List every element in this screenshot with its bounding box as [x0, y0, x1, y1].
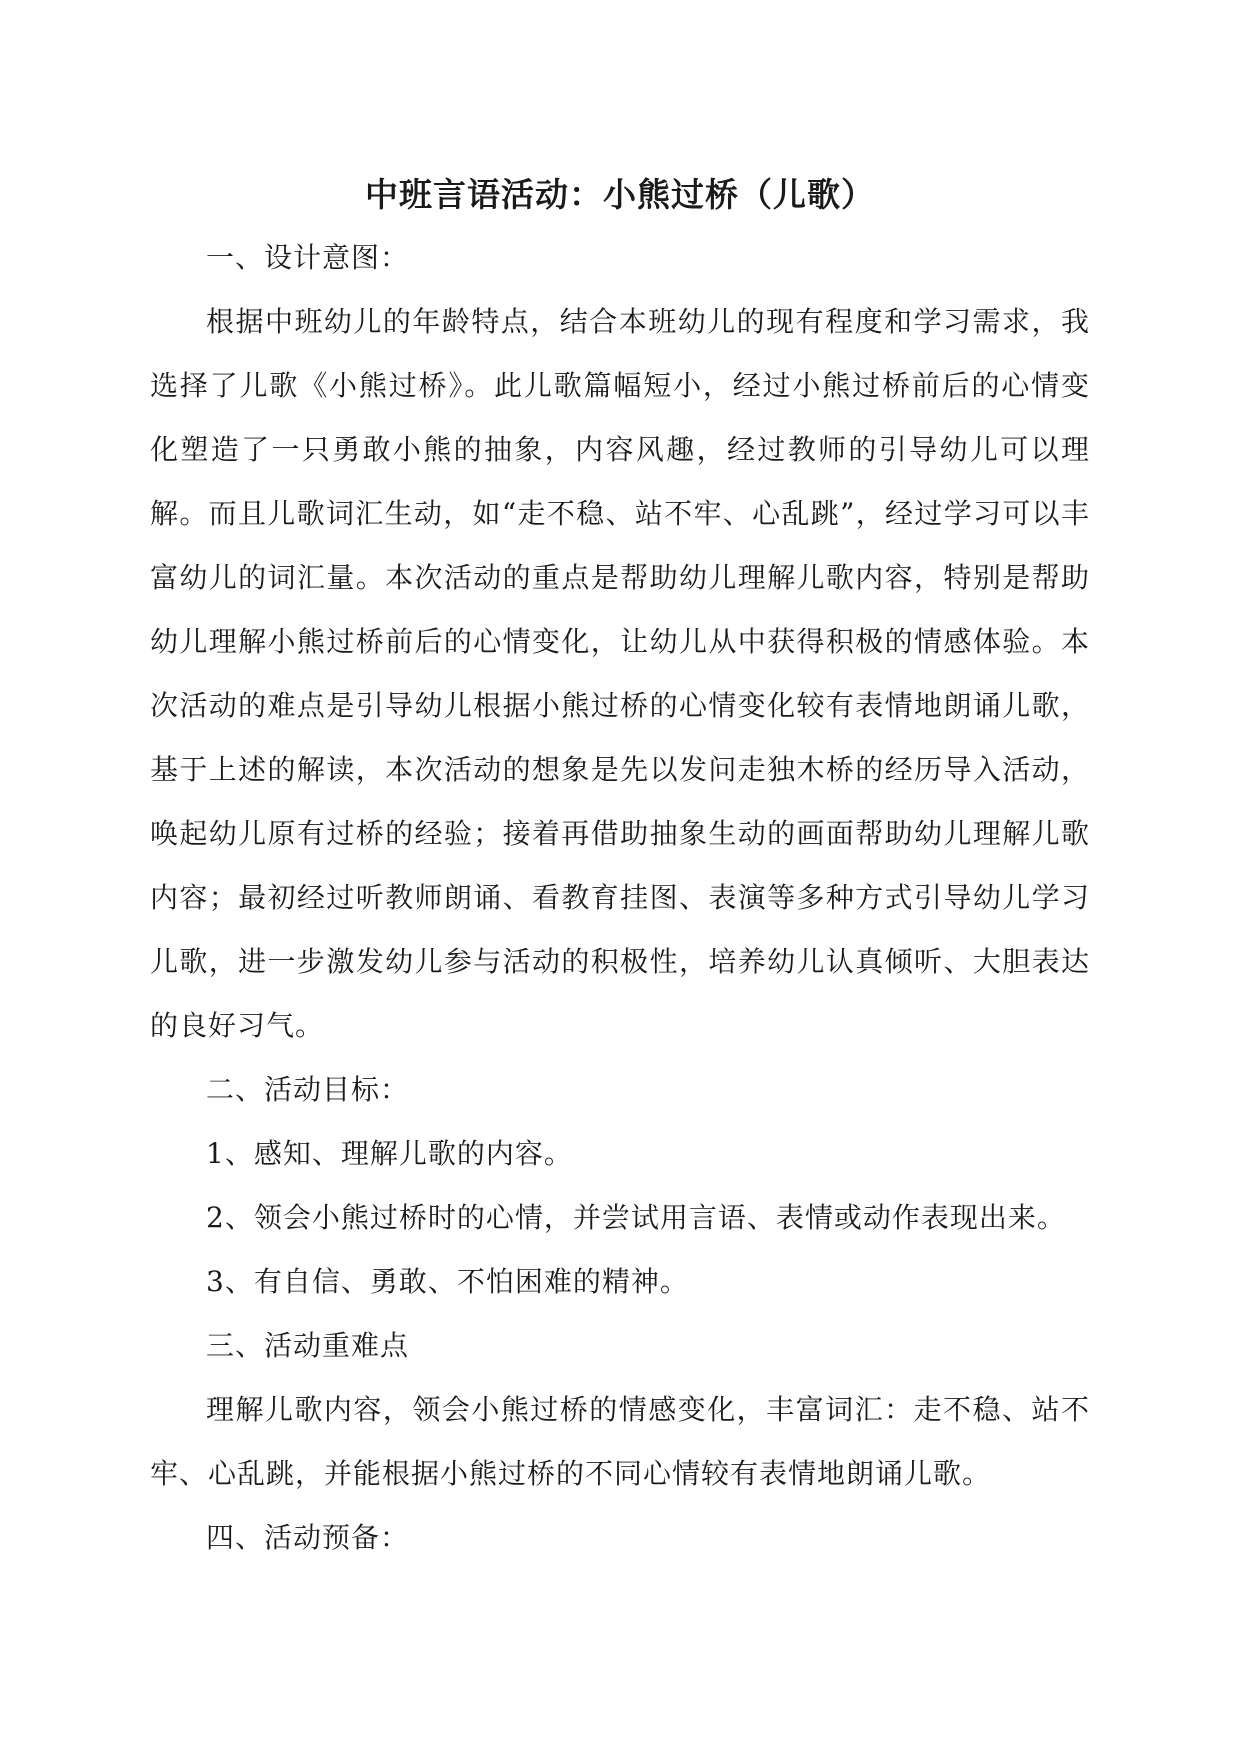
section-heading-key-points: 三、活动重难点 — [206, 1329, 410, 1362]
section-heading-goals: 二、活动目标： — [206, 1073, 410, 1106]
document-title: 中班言语活动：小熊过桥（儿歌） — [365, 175, 875, 214]
goal-item: 2、领会小熊过桥时的心情，并尝试用言语、表情或动作表现出来。 — [206, 1201, 1066, 1234]
section-body-key-points: 理解儿歌内容，领会小熊过桥的情感变化，丰富词汇：走不稳、站不牢、心乱跳，并能根据小熊过桥的不同心情较有表情地朗诵儿歌。 — [150, 1393, 1090, 1490]
document-page — [150, 170, 1090, 1570]
goal-item: 3、有自信、勇敢、不怕困难的精神。 — [206, 1265, 689, 1298]
section-body-design-intent: 根据中班幼儿的年龄特点，结合本班幼儿的现有程度和学习需求，我选择了儿歌《小熊过桥》。此儿歌篇幅短小，经过小熊过桥前后的心情变化塑造了一只勇敢小熊的抽象，内容风趣，经过教师的引导幼儿可以理解。而且儿歌词汇生动，如“走不稳、站不牢、心乱跳”，经过学习可以丰富幼儿的词汇量。本次活动的重点是帮助幼儿理解儿歌内容，特别是帮助幼儿理解小熊过桥前后的心情变化，让幼儿从中获得积极的情感体验。本次活动的难点是引导幼儿根据小熊过桥的心情变化较有表情地朗诵儿歌，基于上述的解读，本次活动的想象是先以发问走独木桥的经历导入活动，唤起幼儿原有过桥的经验；接着再借助抽象生动的画面帮助幼儿理解儿歌内容；最初经过听教师朗诵、看教育挂图、表演等多种方式引导幼儿学习儿歌，进一步激发幼儿参与活动的积极性，培养幼儿认真倾听、大胆表达的良好习气。 — [150, 305, 1090, 1042]
section-heading-preparation: 四、活动预备： — [206, 1521, 410, 1554]
section-heading-design-intent: 一、设计意图： — [206, 241, 410, 274]
goal-item: 1、感知、理解儿歌的内容。 — [206, 1137, 573, 1170]
